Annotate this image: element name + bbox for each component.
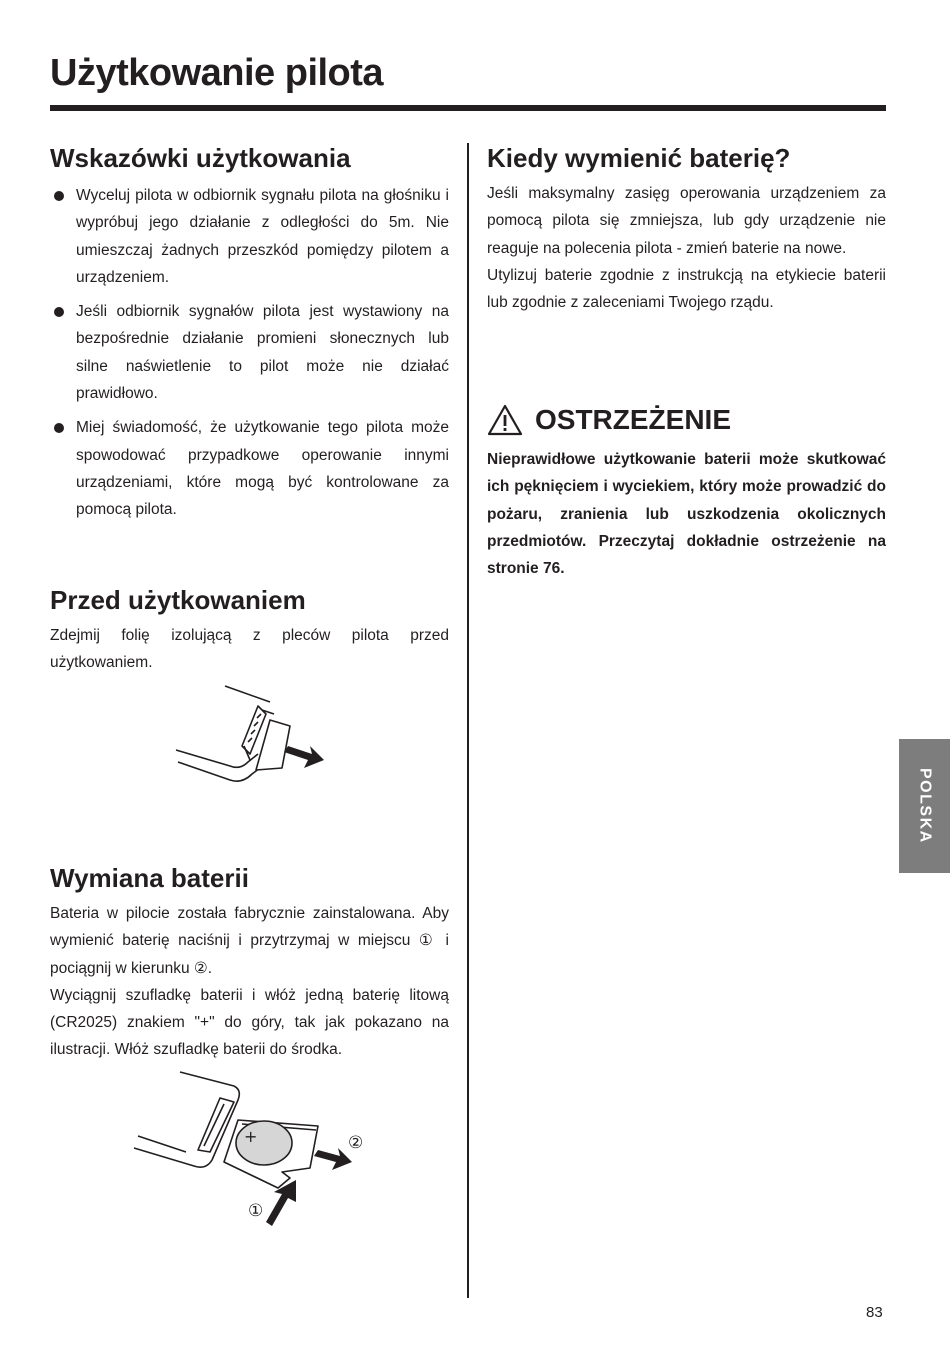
battery-replacement-text-2: Wyciągnij szufladkę baterii i włóż jedną baterię litową (CR2025) znakiem "+" do góry, tak jak pokazano na ilustracji. Włóż szufladkę baterii do środka. (50, 986, 449, 1059)
before-use-section (50, 584, 449, 677)
warning-section (487, 404, 886, 582)
warning-heading: OSTRZEŻENIE (535, 404, 732, 435)
when-replace-heading: Kiedy wymienić baterię? (487, 143, 791, 173)
battery-replacement-heading: Wymiana baterii (50, 863, 249, 893)
when-replace-section (487, 142, 886, 316)
step-1-label: ① (248, 1201, 264, 1221)
plus-label: + (244, 1127, 258, 1146)
page-number: 83 (866, 1304, 883, 1321)
tips-heading: Wskazówki użytkowania (50, 143, 351, 173)
step-2-label: ② (348, 1133, 364, 1153)
battery-replacement-text-1: Bateria w pilocie została fabrycznie zainstalowana. Aby wymienić baterię naciśnij i przytrzymaj w miejscu ① i pociągnij w kierunku ②. (50, 905, 449, 977)
battery-replacement-section (50, 862, 449, 1064)
bullet-icon (54, 423, 64, 433)
language-tab (899, 739, 950, 873)
tip-item (50, 414, 449, 523)
tips-section (50, 142, 449, 531)
tip-item (50, 182, 449, 291)
tip-text: Wyceluj pilota w odbiornik sygnału pilota na głośniku i wypróbuj jego działanie z odległości do 5m. Nie umieszczaj żadnych przeszkód pomiędzy pilotem a urządzeniem. (76, 187, 449, 286)
before-use-heading: Przed użytkowaniem (50, 585, 306, 615)
bullet-icon (54, 191, 64, 201)
warning-triangle-icon (487, 404, 523, 436)
remote-insulation-sheet-illustration (170, 680, 340, 790)
column-divider (467, 143, 469, 1298)
before-use-text: Zdejmij folię izolującą z pleców pilota przed użytkowaniem. (50, 627, 449, 672)
tip-text: Miej świadomość, że użytkowanie tego pilota może spowodować przypadkowe operowanie innymi urządzeniami, które mogą być kontrolowane za pomocą pilota. (76, 419, 449, 519)
tip-text: Jeśli odbiornik sygnałów pilota jest wystawiony na bezpośrednie działanie promieni słonecznych lub silne naświetlenie to pilot może nie działać prawidłowo. (76, 303, 449, 403)
page-title: Użytkowanie pilota (50, 52, 384, 94)
tips-list (50, 182, 449, 524)
bullet-icon (54, 307, 64, 317)
title-rule (50, 105, 886, 111)
when-replace-text-2: Utylizuj baterie zgodnie z instrukcją na etykiecie baterii lub zgodnie z zaleceniami Twojego rządu. (487, 266, 886, 312)
language-tab-label: POLSKA (916, 768, 934, 844)
warning-heading-row (487, 404, 886, 436)
when-replace-text-1: Jeśli maksymalny zasięg operowania urządzeniem za pomocą pilota się zmniejsza, lub gdy urządzenie nie reaguje na polecenia pilota - zmień baterie na nowe. (487, 185, 886, 257)
tip-item (50, 298, 449, 407)
warning-text: Nieprawidłowe użytkowanie baterii może skutkować ich pęknięciem i wyciekiem, który może prowadzić do pożaru, zranienia lub uszkodzenia okolicznych przedmiotów. Przeczytaj dokładnie ostrzeżenie na stronie 76. (487, 451, 886, 578)
battery-drawer-illustration (130, 1068, 380, 1228)
